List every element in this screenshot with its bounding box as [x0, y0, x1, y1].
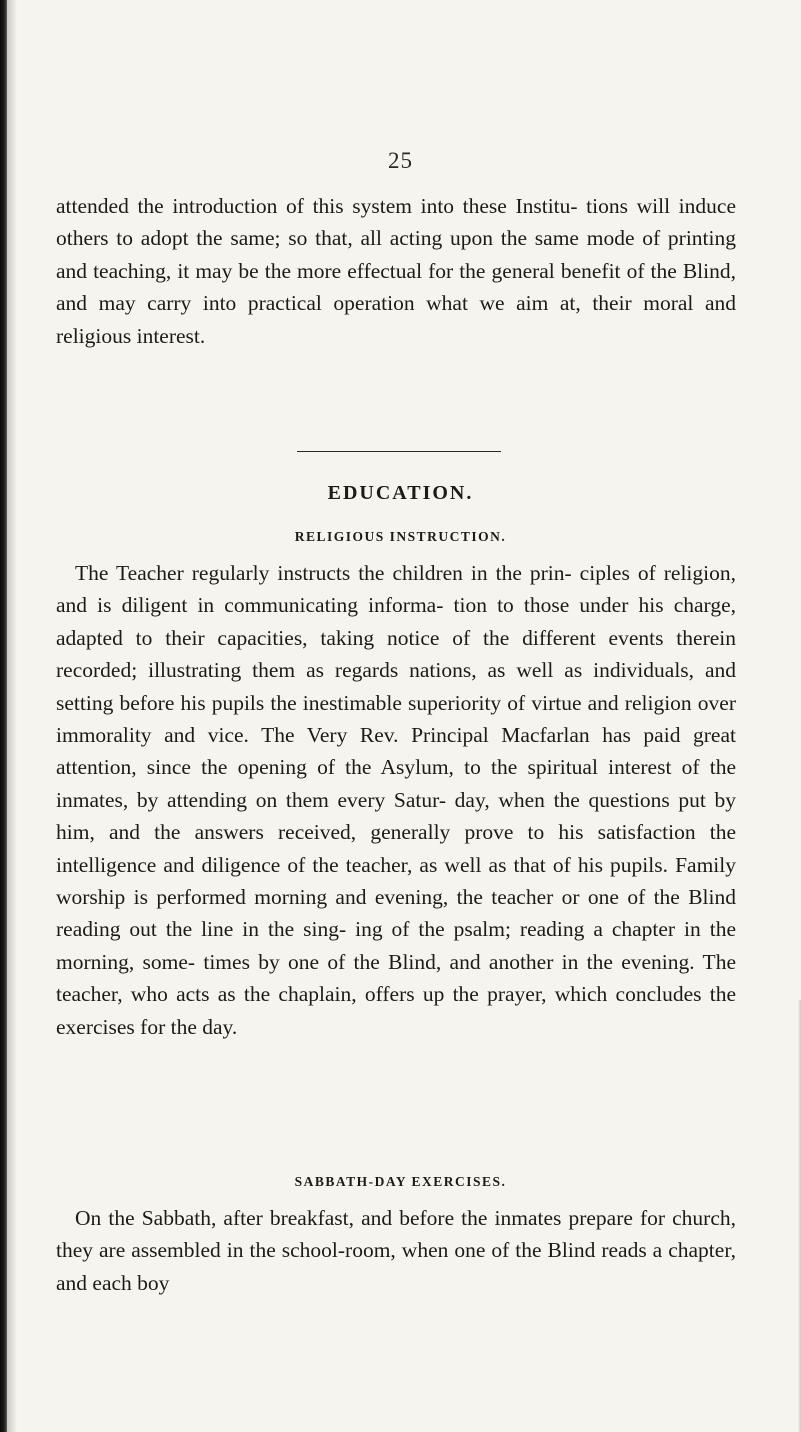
subsection-title-sabbath-day-exercises: SABBATH-DAY EXERCISES. — [294, 1174, 507, 1189]
sabbath-day-paragraph: On the Sabbath, after breakfast, and before the inmates prepare for church, they are assembled in the school-room, when one of the Blind reads a chapter, and each boy — [56, 1206, 736, 1295]
religious-instruction-paragraph: The Teacher regularly instructs the children in the prin- ciples of religion, and is diligent in communicating informa- tion to those under his charge, adapted to their capacities, taking notice of the different events therein recorded; illustrating them as regards nations, as well as individuals, and setting before his pupils the inestimable superiority of virtue and religion over immorality and vice. The Very Rev. Principal Macfarlan has paid great attention, since the opening of the Asylum, to the spiritual interest of the inmates, by attending on them every Satur- day, when the questions put by him, and the answers received, generally prove to his satisfaction the intelligence and diligence of the teacher, as well as that of his pupils. Family worship is performed morning and evening, the teacher or one of the Blind reading out the line in the sing- ing of the psalm; reading a chapter in the morning, some- times by one of the Blind, and another in the evening. The teacher, who acts as the chaplain, offers up the prayer, which concludes the exercises for the day. — [56, 561, 736, 1039]
binding-shadow — [7, 0, 17, 1432]
page-number: 25 — [388, 148, 413, 173]
subsection-title-religious-instruction: RELIGIOUS INSTRUCTION. — [294, 529, 507, 544]
intro-paragraph: attended the introduction of this system into these Institu- tions will induce others to adopt the same; so that, all acting upon the same mode of printing and teaching, it may be the more effectual for the general benefit of the Blind, and may carry into practical operation what we aim at, their moral and religious interest. — [56, 194, 736, 348]
section-divider-rule — [297, 451, 501, 452]
section-title: EDUCATION. — [327, 482, 474, 504]
book-binding-edge — [0, 0, 7, 1432]
